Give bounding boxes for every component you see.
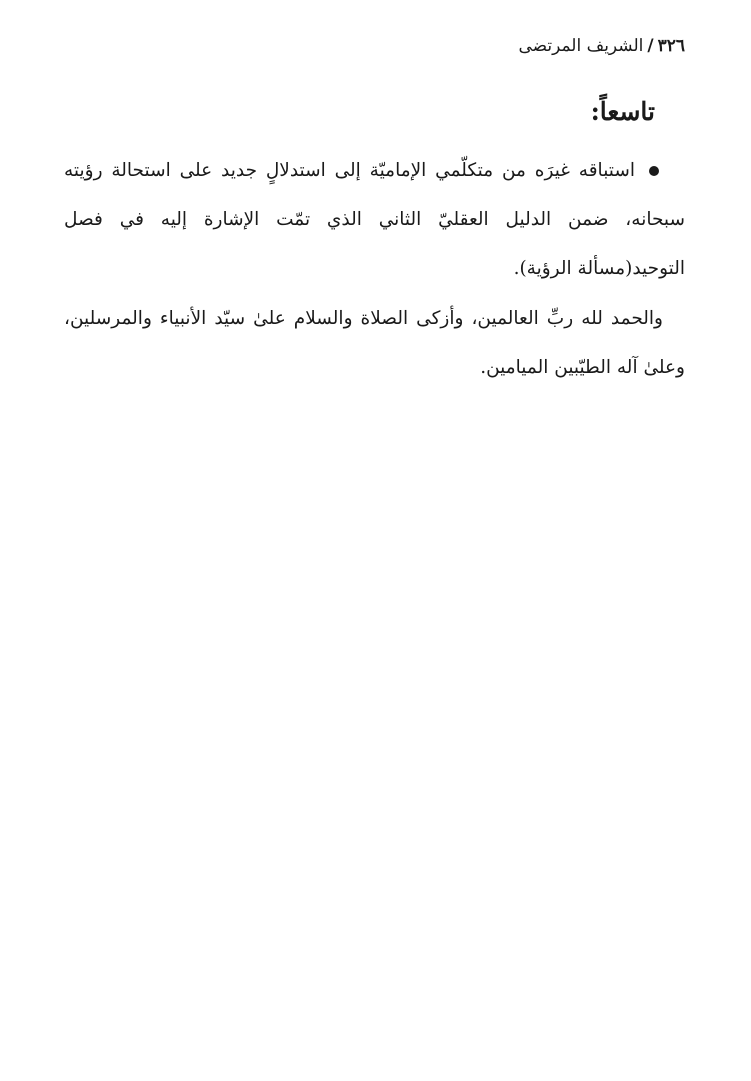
closing-paragraph: والحمد لله ربِّ العالمين، وأزكى الصلاة والسلام علىٰ سيّد الأنبياء والمرسلين، وعلىٰ آله الطيّبين الميامين.: [64, 308, 685, 378]
running-title: الشريف المرتضى: [518, 36, 644, 56]
body-text: [64, 146, 685, 392]
running-header: [66, 34, 685, 58]
page-number: ٣٢٦: [657, 36, 685, 56]
bullet-icon: [649, 166, 659, 176]
header-separator: /: [647, 36, 654, 56]
bullet-paragraph: [64, 146, 685, 293]
section-heading: تاسعاً:: [590, 97, 655, 126]
bullet-paragraph-text: استباقه غيرَه من متكلّمي الإماميّة إلى استدلالٍ جديد على استحالة رؤيته سبحانه، ضمن الدليل العقليّ الثاني الذي تمّت الإشارة إليه في فصل التوحيد(مسألة الرؤية).: [64, 160, 685, 279]
